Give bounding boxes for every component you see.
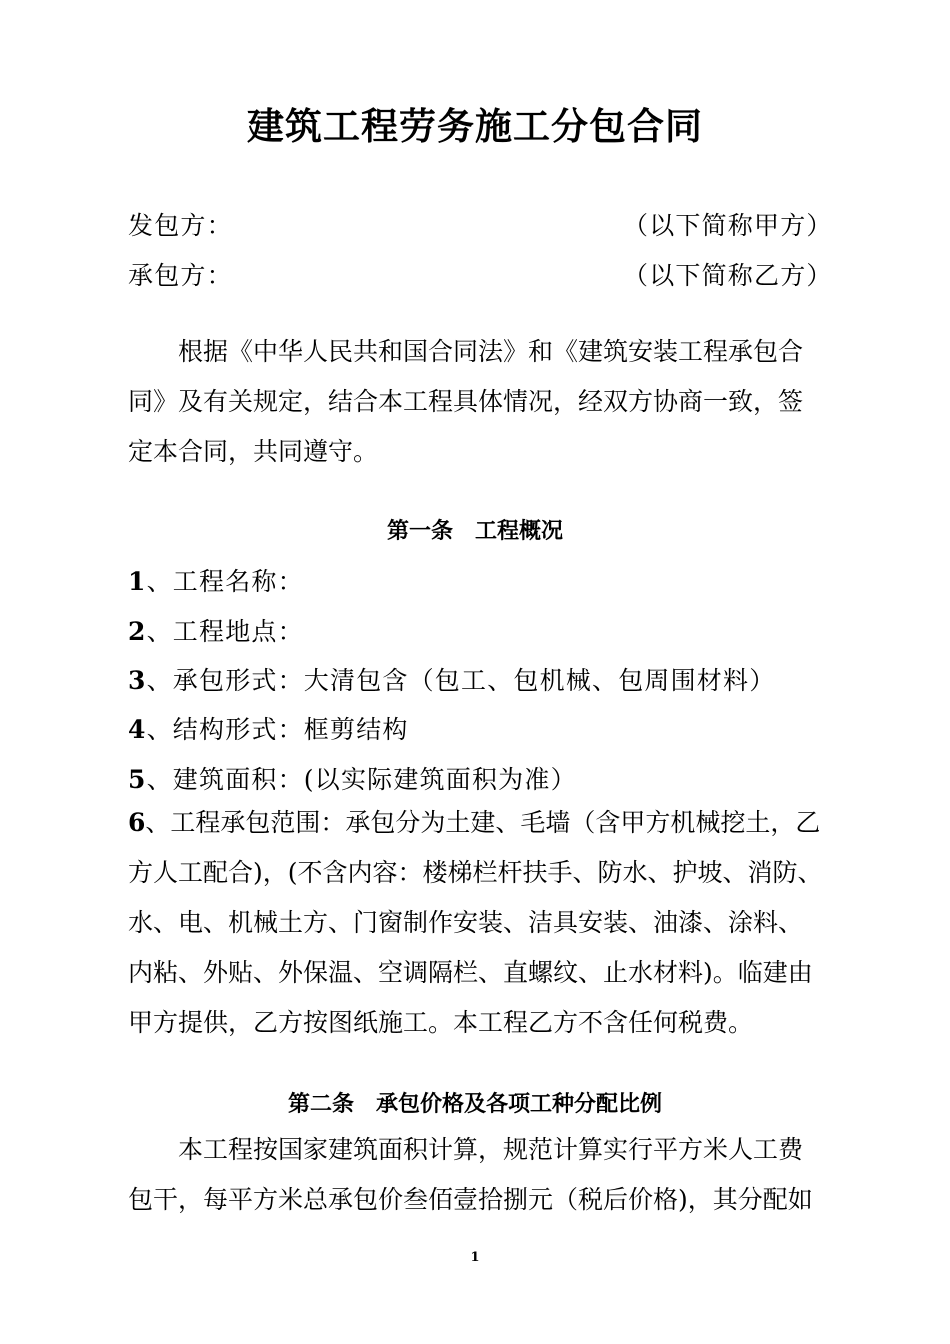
party-a-label: 发包方： (128, 211, 233, 240)
section1-heading: 第一条 工程概况 (386, 519, 563, 544)
item-number: 3 (128, 666, 147, 695)
item-number: 4 (128, 715, 147, 744)
list-item (128, 710, 409, 746)
party-b-label: 承包方： (128, 261, 233, 290)
item-number: 2 (128, 617, 147, 646)
item-text: 、承包形式：大清包含（包工、包机械、包周围材料） (146, 666, 776, 695)
item-text: 、工程地点： (146, 617, 304, 646)
item-number: 6 (128, 808, 146, 837)
list-item (128, 562, 304, 598)
document-title: 建筑工程劳务施工分包合同 (247, 105, 703, 148)
item-number: 5 (128, 765, 147, 794)
party-b-note: （以下简称乙方） (623, 261, 833, 290)
list-item (128, 661, 775, 697)
page-number: 1 (470, 1250, 480, 1265)
party-a-note: （以下简称甲方） (623, 211, 833, 240)
list-item-scope (128, 798, 826, 1048)
section2-heading: 第二条 承包价格及各项工种分配比例 (287, 1092, 662, 1117)
item-text: 、建筑面积：(以实际建筑面积为准） (146, 765, 577, 794)
list-item (128, 760, 577, 796)
item-text: 、工程承包范围：承包分为土建、毛墙（含甲方机械挖土，乙方人工配合)，(不含内容：楼梯栏杆扶手、防水、护坡、消防、水、电、机械土方、门窗制作安装、洁具安装、油漆、涂料、内粘、外贴、外保温、空调隔栏、直螺纹、止水材料)。临建由甲方提供，乙方按图纸施工。本工程乙方不含任何税费。 (128, 808, 823, 1037)
preamble-paragraph: 根据《中华人民共和国合同法》和《建筑安装工程承包合同》及有关规定，结合本工程具体情况，经双方协商一致，签定本合同，共同遵守。 (128, 337, 804, 466)
item-text: 、结构形式：框剪结构 (146, 715, 409, 744)
item-text: 、工程名称： (146, 567, 304, 596)
list-item (128, 612, 304, 648)
section2-paragraph: 本工程按国家建筑面积计算，规范计算实行平方米人工费包干，每平方米总承包价叁佰壹拾捌元（税后价格)，其分配如 (128, 1135, 813, 1214)
item-number: 1 (128, 567, 147, 596)
